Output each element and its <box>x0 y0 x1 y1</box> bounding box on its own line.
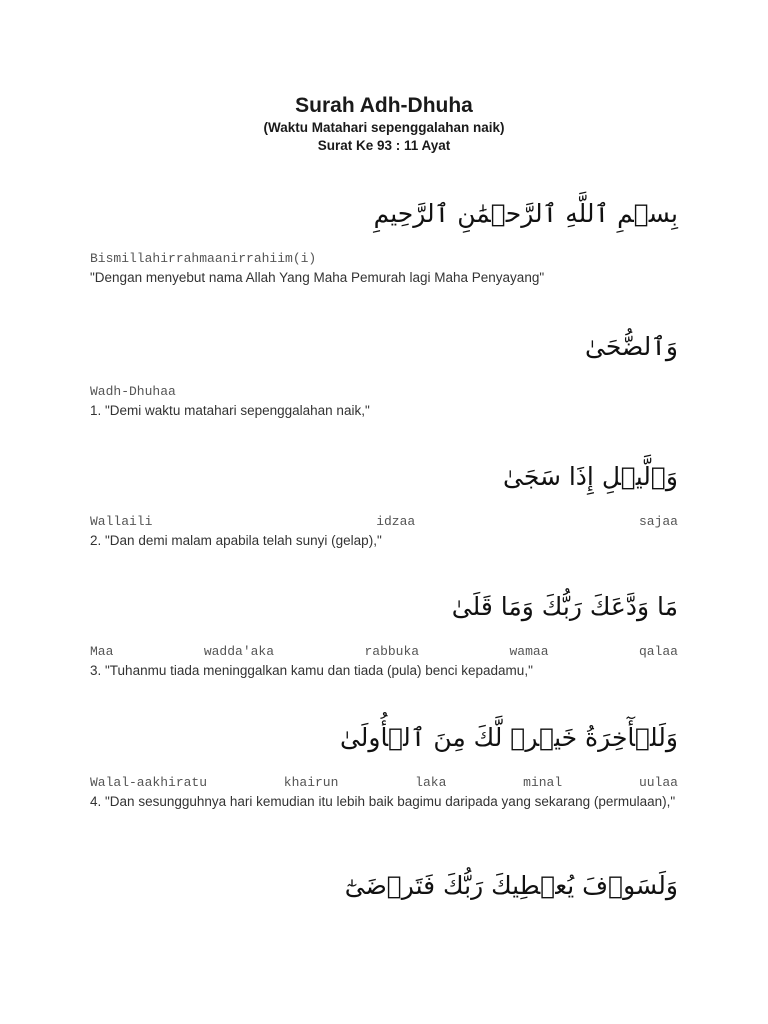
verse-5 <box>90 866 678 906</box>
translit-word: Maa <box>90 644 114 659</box>
translit-word: rabbuka <box>364 644 420 659</box>
translit-word: wadda'aka <box>203 644 275 659</box>
document-header <box>0 93 768 155</box>
translation: 2. "Dan demi malam apabila telah sunyi (gelap)," <box>90 533 382 548</box>
page-subtitle: (Waktu Matahari sepenggalahan naik) <box>263 120 505 135</box>
translit-word: idzaa <box>376 514 416 529</box>
translit-word: sajaa <box>638 514 678 529</box>
surah-info: Surat Ke 93 : 11 Ayat <box>317 138 451 153</box>
translit-word: Bismillahirrahmaanirrahiim(i) <box>90 251 317 266</box>
translit-word: uulaa <box>638 775 678 790</box>
transliteration <box>90 774 678 792</box>
translit-word: Walal-aakhiratu <box>90 775 208 790</box>
arabic-text: وَلَلۡأٓخِرَةُ خَيۡرٞ لَّكَ مِنَ ٱلۡأُولَىٰ <box>339 723 678 752</box>
translit-word: wamaa <box>509 644 549 659</box>
transliteration <box>90 383 678 401</box>
translit-word: Wadh-Dhuhaa <box>90 384 176 399</box>
verse-1 <box>90 327 678 420</box>
verse-4 <box>90 718 678 811</box>
arabic-text: وَلَسَوۡفَ يُعۡطِيكَ رَبُّكَ فَتَرۡضَىٰٓ <box>344 871 678 900</box>
translit-word: minal <box>523 775 563 790</box>
translit-word: laka <box>415 775 447 790</box>
translit-word: khairun <box>283 775 339 790</box>
arabic-text: وَٱلَّيۡلِ إِذَا سَجَىٰ <box>502 462 678 491</box>
page-title: Surah Adh-Dhuha <box>295 94 473 117</box>
transliteration <box>90 513 678 531</box>
translit-word: Wallaili <box>90 514 153 529</box>
arabic-text: بِسۡمِ ٱللَّهِ ٱلرَّحۡمَٰنِ ٱلرَّحِيمِ <box>373 199 678 228</box>
arabic-text: وَٱلضُّحَىٰ <box>585 332 678 361</box>
transliteration <box>90 250 678 268</box>
verse-basmalah <box>90 194 678 287</box>
translit-word: qalaa <box>638 644 678 659</box>
verse-3 <box>90 587 678 680</box>
transliteration <box>90 643 678 661</box>
translation: "Dengan menyebut nama Allah Yang Maha Pemurah lagi Maha Penyayang" <box>90 270 545 285</box>
arabic-text: مَا وَدَّعَكَ رَبُّكَ وَمَا قَلَىٰ <box>451 592 678 621</box>
translation: 4. "Dan sesungguhnya hari kemudian itu lebih baik bagimu daripada yang sekarang (permulaan)," <box>90 794 676 809</box>
translation: 1. "Demi waktu matahari sepenggalahan naik," <box>90 403 370 418</box>
verse-2 <box>90 457 678 550</box>
translation: 3. "Tuhanmu tiada meninggalkan kamu dan tiada (pula) benci kepadamu," <box>90 663 533 678</box>
